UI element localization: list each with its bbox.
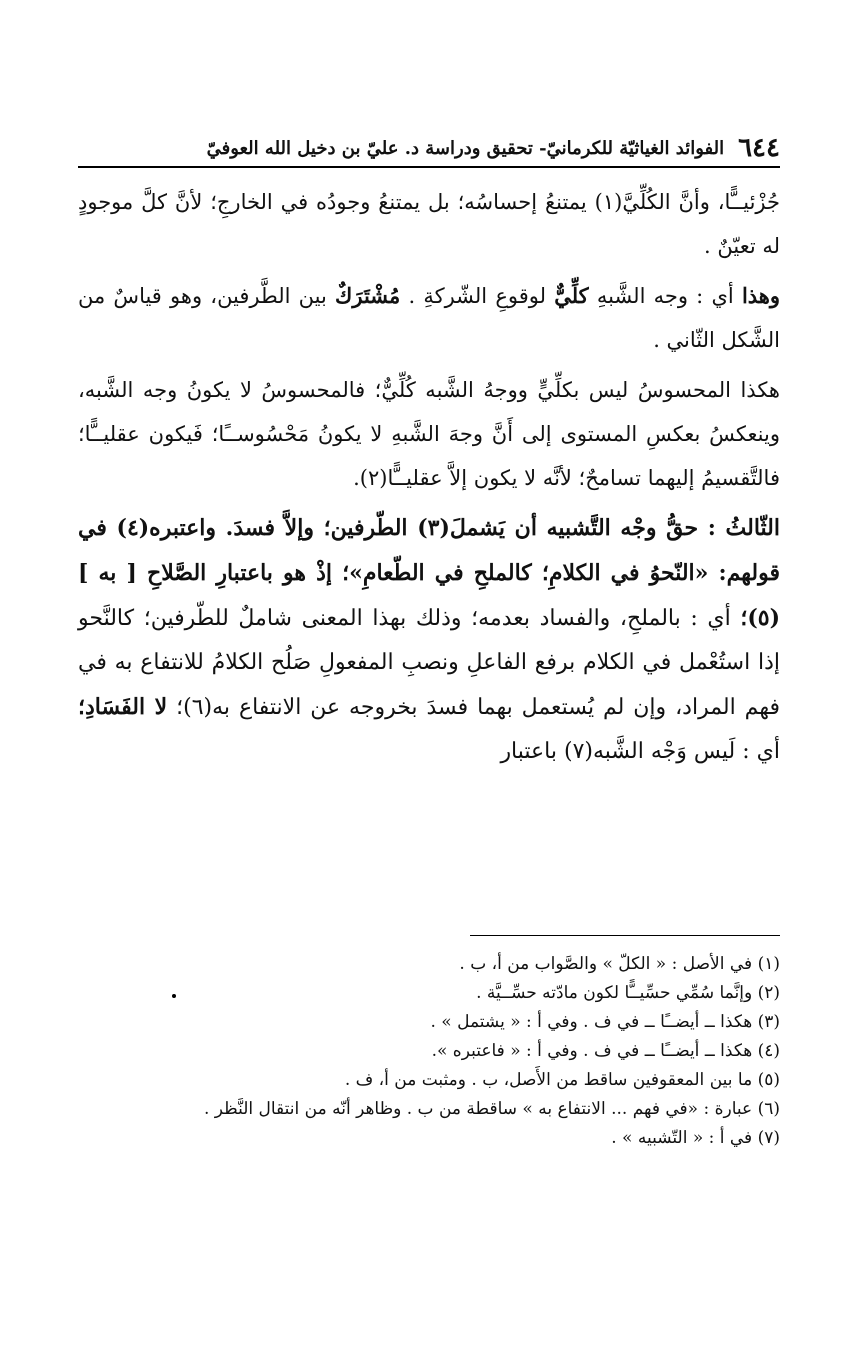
main-text (78, 180, 780, 780)
paragraph-1 (78, 180, 780, 268)
footnote-7: (٧) في أ : « التّشبيه » . (611, 1128, 780, 1148)
paragraph-2 (78, 274, 780, 362)
paragraph-4 (78, 506, 780, 774)
running-title: الفوائد الغياثيّة للكرمانيّ- تحقيق ودراسة د. عليّ بن دخيل الله العوفيّ (206, 137, 725, 159)
paragraph-4-text-2: أي : لَيس وَجْه الشَّبه(٧) باعتبار (500, 739, 780, 764)
footnote-1: (١) في الأصل : « الكلّ » والصَّواب من أ، ب . (459, 954, 780, 974)
paragraph-2-text-2: لوقوعِ الشّركةِ . (400, 284, 555, 308)
paragraph-3-text: هكذا المحسوسُ ليس بكلِّيٍّ ووجهُ الشَّبه كُلِّيٌّ؛ فالمحسوسُ لا يكونُ وجه الشَّبه، وينعكسُ بعكسِ المستوى إلى أَنَّ وجهَ الشَّبهِ لا يكونُ مَحْسُوســًا؛ فَيكون عقليــًّا؛ فالتَّقسيمُ إليهما تسامحٌ؛ لأنَّه لا يكون إلاَّ عقليــًّا(٢). (78, 378, 780, 490)
footnote-3: (٣) هكذا ــ أيضــًا ــ في ف . وفي أ : « يشتمل » . (430, 1012, 780, 1032)
header-rule (78, 166, 780, 168)
page-number: ٦٤٤ (738, 133, 780, 163)
paragraph-2-text-3: بين الطَّرفين، وهو قياسٌ من الشَّكل الثّاني . (78, 284, 780, 352)
paragraph-2-bold-1: وهذا (741, 283, 781, 308)
paragraph-4-text-1: أي : بالملحِ، والفساد بعدمه؛ وذلك بهذا المعنى شاملٌ للطّرفين؛ كالنَّحو إذا استُعْمل في الكلام برفع الفاعلِ ونصبِ المفعولِ صَلُح الكلامُ للانتفاع به في فهم المراد، وإن لم يُستعمل بهما فسدَ بخروجه عن الانتفاع به(٦)؛ (78, 606, 780, 720)
paragraph-2-text-1: أي : وجه الشَّبهِ (588, 284, 742, 308)
footnote-5: (٥) ما بين المعقوفين ساقط من الأَصل، ب . ومثبت من أ، ف . (344, 1070, 780, 1090)
footnote-4: (٤) هكذا ــ أيضــًا ــ في ف . وفي أ : « فاعتبره ». (431, 1041, 780, 1061)
paragraph-1-text: جُزْئيــًّا، وأنَّ الكُلِّيَّ(١) يمتنعُ إحساسُه؛ بل يمتنعُ وجودُه في الخارجِ؛ لأنَّ كلَّ موجودٍ له تعيّنٌ . (78, 190, 780, 258)
footnotes (78, 950, 780, 1153)
paragraph-4-heading: الثّالثُ : حقُّ وجْه التَّشبيه أن يَشملَ(٣) الطّرفين؛ وإلاَّ فسدَ. واعتبره(٤) في قولهم: «النّحوُ في الكلامِ؛ كالملحِ في الطّعامِ»؛ إذْ هو باعتبارِ الصَّلاحِ [ به ](٥)؛ (78, 515, 781, 631)
paragraph-4-bold: لا الفَسَادِ؛ (78, 694, 168, 720)
paragraph-3 (78, 368, 780, 500)
footnote-rule (470, 935, 780, 936)
paragraph-2-bold-2: كلِّيٌّ (554, 283, 589, 308)
footnote-2: (٢) وإنَّما سُمِّي حسِّيــًّا لكون مادّته حسِّــيَّة . (476, 983, 780, 1003)
footnote-6: (٦) عبارة : «في فهم ... الانتفاع به » ساقطة من ب . وظاهر أنّه من انتقال النَّظر . (203, 1099, 780, 1119)
paragraph-2-bold-3: مُشْتَرَكٌ (335, 283, 401, 308)
page-header (80, 128, 780, 168)
